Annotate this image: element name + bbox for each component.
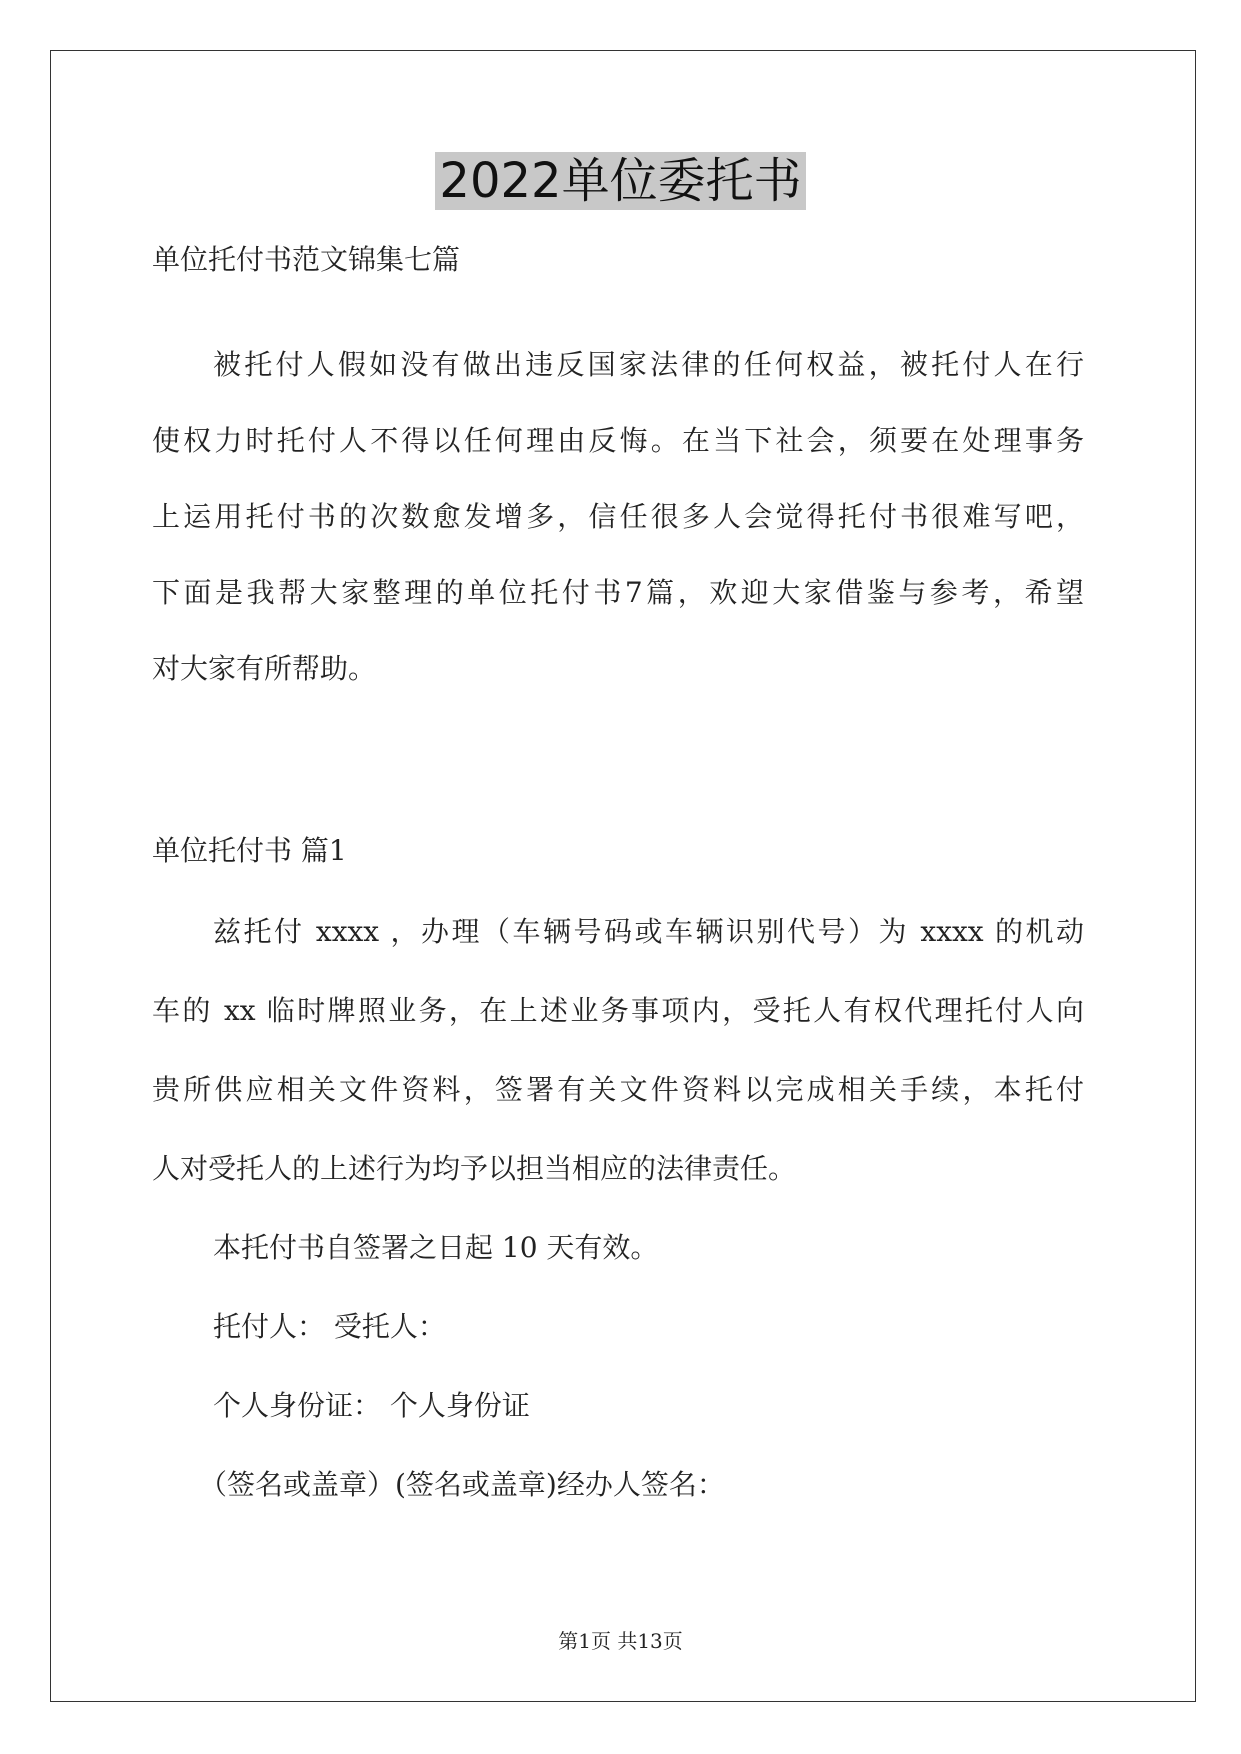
- section-line-2: 车的 xx 临时牌照业务，在上述业务事项内，受托人有权代理托付人向: [152, 994, 1084, 1027]
- section-line-1: 兹托付 xxxx ，办理（车辆号码或车辆识别代号）为 xxxx 的机动: [213, 915, 1084, 948]
- document-title: 2022单位委托书: [435, 152, 805, 210]
- id-line: 个人身份证： 个人身份证: [213, 1389, 530, 1422]
- section-line-3: 贵所供应相关文件资料，签署有关文件资料以完成相关手续，本托付: [152, 1073, 1084, 1106]
- section-line-4: 人对受托人的上述行为均予以担当相应的法律责任。: [152, 1152, 797, 1185]
- signature-line: （签名或盖章）(签名或盖章)经办人签名：: [199, 1468, 725, 1501]
- intro-line-4: 下面是我帮大家整理的单位托付书7篇，欢迎大家借鉴与参考，希望: [152, 576, 1084, 609]
- intro-line-3: 上运用托付书的次数愈发增多，信任很多人会觉得托付书很难写吧，: [152, 500, 1084, 533]
- page-border: [50, 50, 1196, 1702]
- signer-line: 托付人： 受托人：: [213, 1310, 446, 1343]
- title-container: [0, 152, 1241, 210]
- validity-line: 本托付书自签署之日起 10 天有效。: [213, 1231, 659, 1264]
- section-heading: 单位托付书 篇1: [152, 834, 347, 867]
- intro-line-2: 使权力时托付人不得以任何理由反悔。在当下社会，须要在处理事务: [152, 424, 1084, 457]
- intro-line-1: 被托付人假如没有做出违反国家法律的任何权益，被托付人在行: [213, 348, 1084, 381]
- subtitle: 单位托付书范文锦集七篇: [152, 243, 461, 276]
- intro-line-5: 对大家有所帮助。: [152, 652, 377, 685]
- page-footer: 第1页 共13页: [558, 1629, 683, 1653]
